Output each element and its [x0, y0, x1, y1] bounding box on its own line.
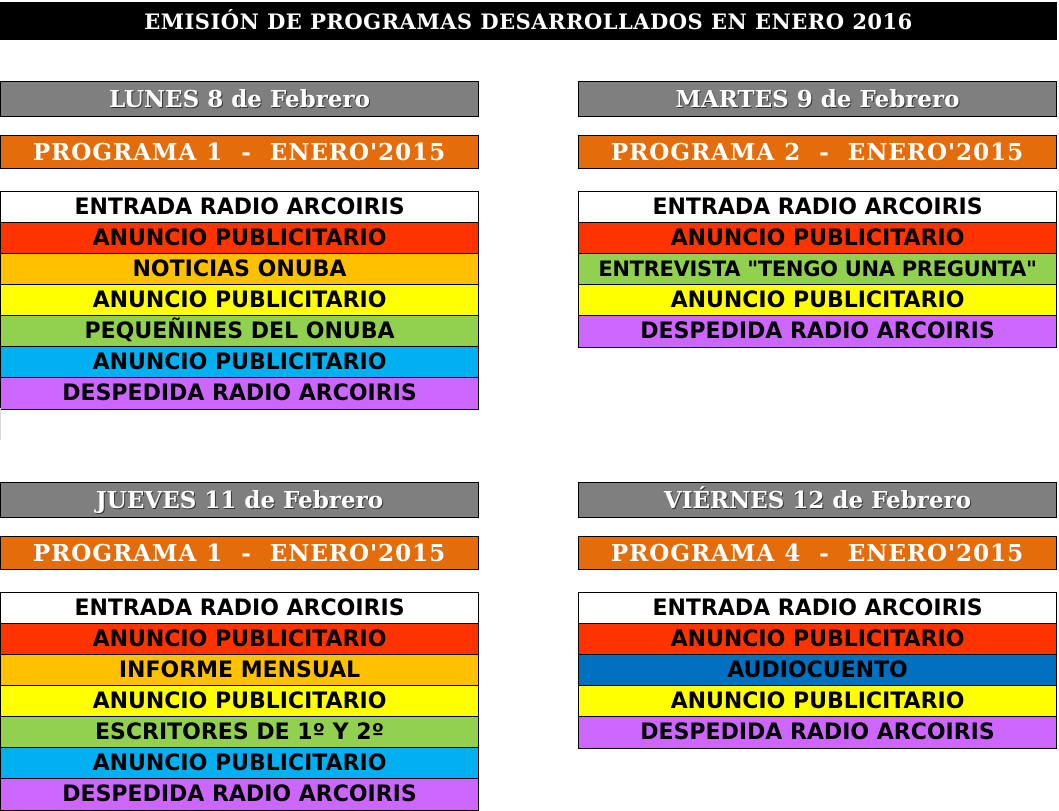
segment-row: ESCRITORES DE 1º Y 2º	[1, 717, 478, 748]
program-label: PROGRAMA 1 - ENERO'2015	[32, 138, 447, 166]
segment-row: ANUNCIO PUBLICITARIO	[579, 624, 1056, 655]
page-title-bar	[0, 2, 1057, 40]
segment-row: ENTRADA RADIO ARCOIRIS	[579, 593, 1056, 624]
page-title: EMISIÓN DE PROGRAMAS DESARROLLADOS EN ENERO 2016	[144, 8, 913, 34]
day-header	[0, 482, 479, 518]
day-label: LUNES 8 de Febrero	[109, 85, 370, 113]
segment-row: ANUNCIO PUBLICITARIO	[1, 285, 478, 316]
segment-list	[0, 592, 479, 811]
cell-divider	[0, 408, 1, 440]
segment-list	[578, 191, 1057, 348]
segment-row: ANUNCIO PUBLICITARIO	[1, 347, 478, 378]
day-header	[0, 81, 479, 117]
segment-row: ANUNCIO PUBLICITARIO	[579, 223, 1056, 254]
segment-row: PEQUEÑINES DEL ONUBA	[1, 316, 478, 347]
segment-row: ENTRADA RADIO ARCOIRIS	[1, 593, 478, 624]
program-header	[0, 135, 479, 169]
program-label: PROGRAMA 2 - ENERO'2015	[610, 138, 1025, 166]
segment-row: ANUNCIO PUBLICITARIO	[1, 748, 478, 779]
segment-list	[578, 592, 1057, 749]
program-header	[578, 135, 1057, 169]
segment-row: INFORME MENSUAL	[1, 655, 478, 686]
program-label: PROGRAMA 1 - ENERO'2015	[32, 539, 447, 567]
segment-row: ENTREVISTA "TENGO UNA PREGUNTA"	[579, 254, 1056, 285]
day-label: MARTES 9 de Febrero	[675, 85, 960, 113]
program-header	[578, 536, 1057, 570]
segment-list	[0, 191, 479, 410]
segment-row: DESPEDIDA RADIO ARCOIRIS	[1, 378, 478, 409]
segment-row: AUDIOCUENTO	[579, 655, 1056, 686]
program-header	[0, 536, 479, 570]
segment-row: DESPEDIDA RADIO ARCOIRIS	[579, 717, 1056, 748]
day-header	[578, 81, 1057, 117]
program-label: PROGRAMA 4 - ENERO'2015	[610, 539, 1025, 567]
segment-row: DESPEDIDA RADIO ARCOIRIS	[579, 316, 1056, 347]
segment-row: ANUNCIO PUBLICITARIO	[1, 624, 478, 655]
segment-row: DESPEDIDA RADIO ARCOIRIS	[1, 779, 478, 810]
day-label: VIÉRNES 12 de Febrero	[663, 486, 972, 514]
segment-row: ENTRADA RADIO ARCOIRIS	[579, 192, 1056, 223]
segment-row: ANUNCIO PUBLICITARIO	[579, 686, 1056, 717]
segment-row: ANUNCIO PUBLICITARIO	[1, 686, 478, 717]
segment-row: ANUNCIO PUBLICITARIO	[579, 285, 1056, 316]
segment-row: ANUNCIO PUBLICITARIO	[1, 223, 478, 254]
day-header	[578, 482, 1057, 518]
segment-row: NOTICIAS ONUBA	[1, 254, 478, 285]
day-label: JUEVES 11 de Febrero	[95, 486, 384, 514]
segment-row: ENTRADA RADIO ARCOIRIS	[1, 192, 478, 223]
